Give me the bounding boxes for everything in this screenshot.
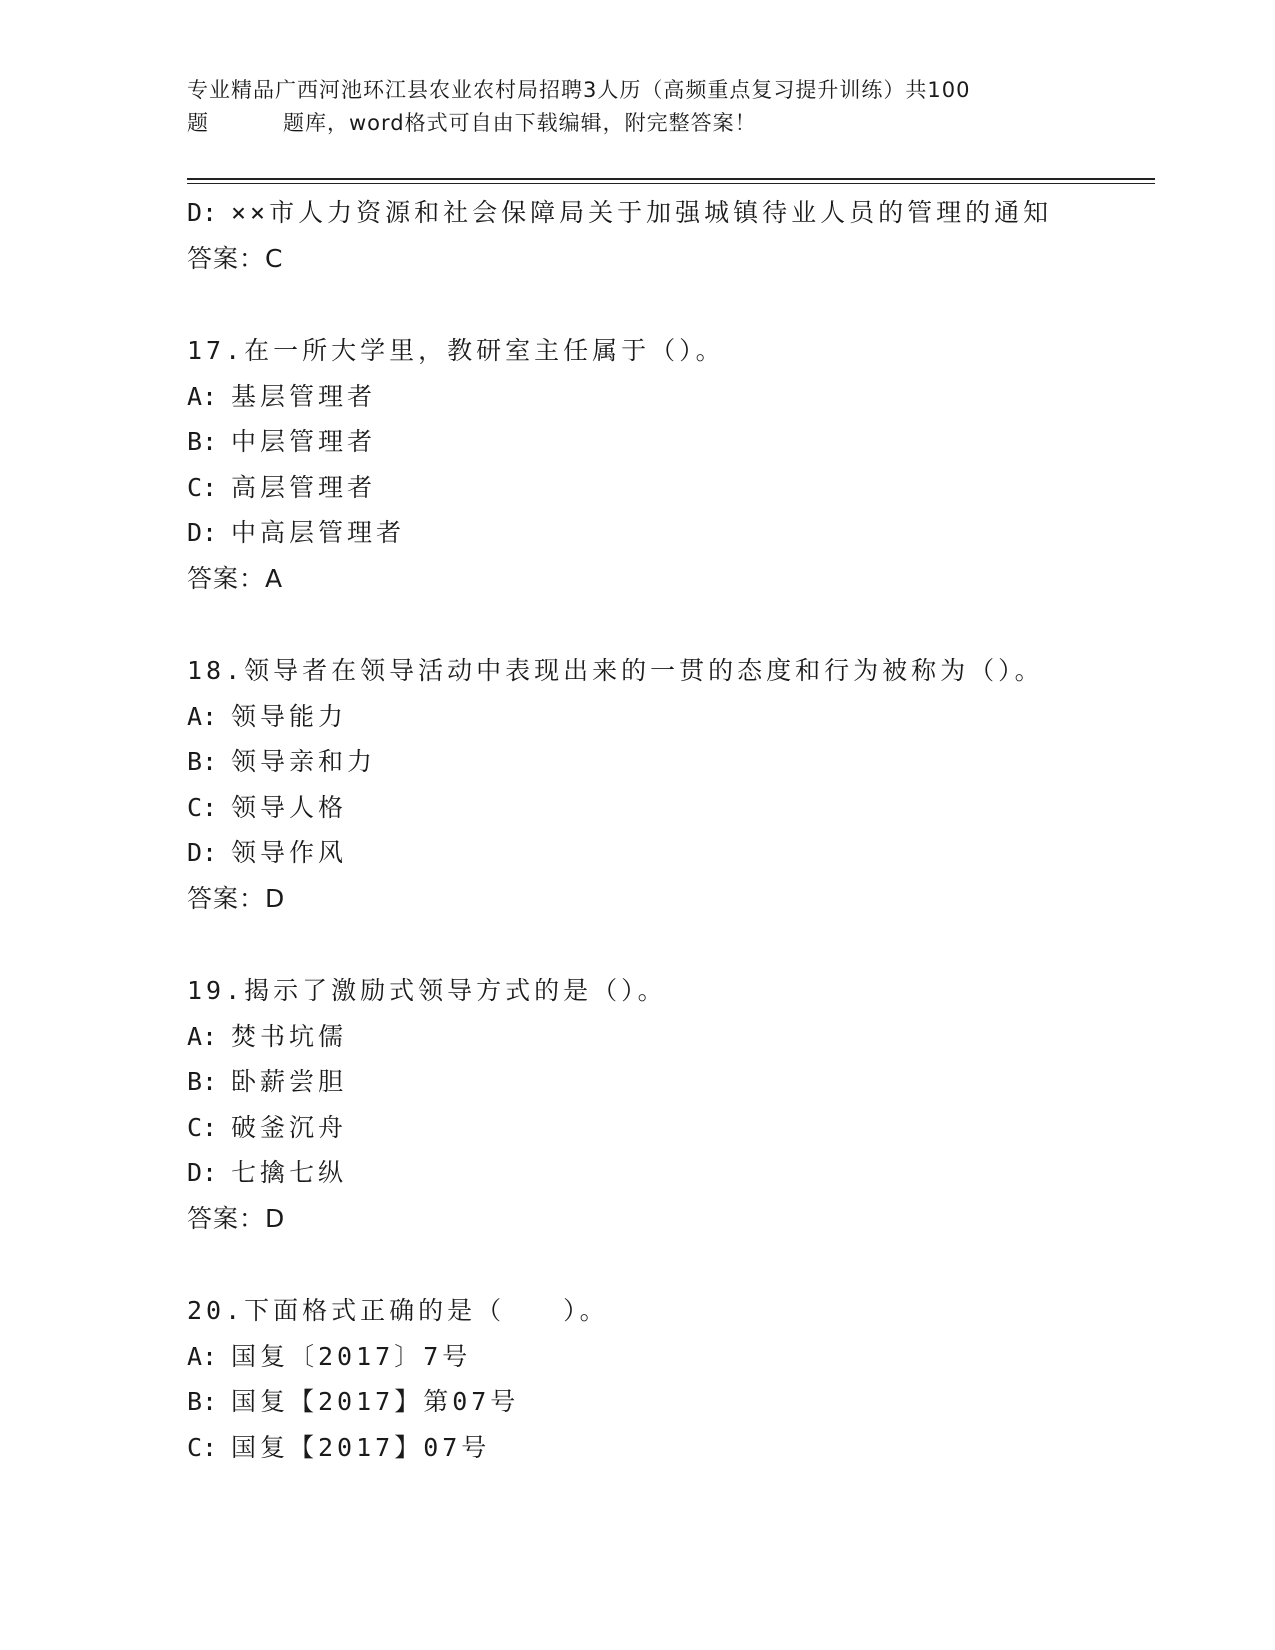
option-key: B: <box>187 427 218 456</box>
option-key: D: <box>187 838 218 867</box>
option-key: D: <box>187 198 218 227</box>
option-key: A: <box>187 1341 218 1371</box>
option-key: A: <box>187 701 218 731</box>
option-b <box>187 419 1155 465</box>
option-text: 领导能力 <box>231 701 348 731</box>
option-key: C: <box>187 792 218 822</box>
option-key: A: <box>187 381 218 411</box>
question-stem: 17.在一所大学里，教研室主任属于（）。 <box>187 336 725 365</box>
option-text: 七擒七纵 <box>231 1158 348 1187</box>
option-c <box>187 465 1155 511</box>
option-c <box>187 1425 1155 1471</box>
header-line-2-head: 题 <box>187 111 209 135</box>
option-text: 国复〔2017〕7号 <box>231 1341 472 1371</box>
option-d <box>187 1150 1155 1196</box>
header-divider-thin <box>187 183 1155 184</box>
option-c <box>187 1105 1155 1151</box>
question-stem: 19.揭示了激励式领导方式的是（）。 <box>187 976 667 1005</box>
option-text: 国复【2017】07号 <box>231 1432 491 1462</box>
option-a <box>187 694 1155 740</box>
option-a <box>187 374 1155 420</box>
option-text: 高层管理者 <box>231 472 377 502</box>
option-key: D: <box>187 518 218 547</box>
document-header <box>187 74 1087 140</box>
header-line-2 <box>187 107 1087 140</box>
prev-answer: 答案：C <box>187 243 284 273</box>
option-b <box>187 1059 1155 1105</box>
header-line-1: 专业精品广西河池环江县农业农村局招聘3人历（高频重点复习提升训练）共100 <box>187 78 971 102</box>
answer: 答案：D <box>187 883 286 913</box>
option-key: B: <box>187 1067 218 1096</box>
question-18 <box>187 648 1155 921</box>
option-a <box>187 1014 1155 1060</box>
answer: 答案：A <box>187 563 284 593</box>
option-d <box>187 510 1155 556</box>
option-a <box>187 1334 1155 1380</box>
header-line-2-tail: 题库，word格式可自由下载编辑，附完整答案！ <box>283 111 757 135</box>
question-list <box>187 190 1155 1470</box>
header-divider-thick <box>187 178 1155 180</box>
option-text: 基层管理者 <box>231 381 377 411</box>
question-gap <box>187 921 1155 968</box>
question-gap <box>187 601 1155 648</box>
option-key: B: <box>187 1387 218 1416</box>
option-key: C: <box>187 1432 218 1462</box>
option-key: A: <box>187 1021 218 1051</box>
question-gap <box>187 281 1155 328</box>
option-text: 卧薪尝胆 <box>231 1067 348 1096</box>
option-text: 中层管理者 <box>231 427 377 456</box>
option-key: C: <box>187 1112 218 1142</box>
question-19 <box>187 968 1155 1241</box>
option-text: 焚书坑儒 <box>231 1021 348 1051</box>
option-d <box>187 830 1155 876</box>
option-text: 中高层管理者 <box>231 518 406 547</box>
option-key: C: <box>187 472 218 502</box>
option-b <box>187 1379 1155 1425</box>
question-stem: 18.领导者在领导活动中表现出来的一贯的态度和行为被称为（）。 <box>187 656 1044 685</box>
option-text: 领导人格 <box>231 792 348 822</box>
option-text: 领导亲和力 <box>231 747 377 776</box>
option-text: ××市人力资源和社会保障局关于加强城镇待业人员的管理的通知 <box>231 198 1053 227</box>
option-key: B: <box>187 747 218 776</box>
option-text: 领导作风 <box>231 838 348 867</box>
question-17 <box>187 328 1155 601</box>
option-b <box>187 739 1155 785</box>
question-stem: 20.下面格式正确的是（ ）。 <box>187 1296 609 1325</box>
option-text: 国复【2017】第07号 <box>231 1387 520 1416</box>
answer: 答案：D <box>187 1203 286 1233</box>
option-text: 破釜沉舟 <box>231 1112 348 1142</box>
question-gap <box>187 1241 1155 1288</box>
question-20 <box>187 1288 1155 1470</box>
option-key: D: <box>187 1158 218 1187</box>
prev-option-d <box>187 190 1155 236</box>
option-c <box>187 785 1155 831</box>
